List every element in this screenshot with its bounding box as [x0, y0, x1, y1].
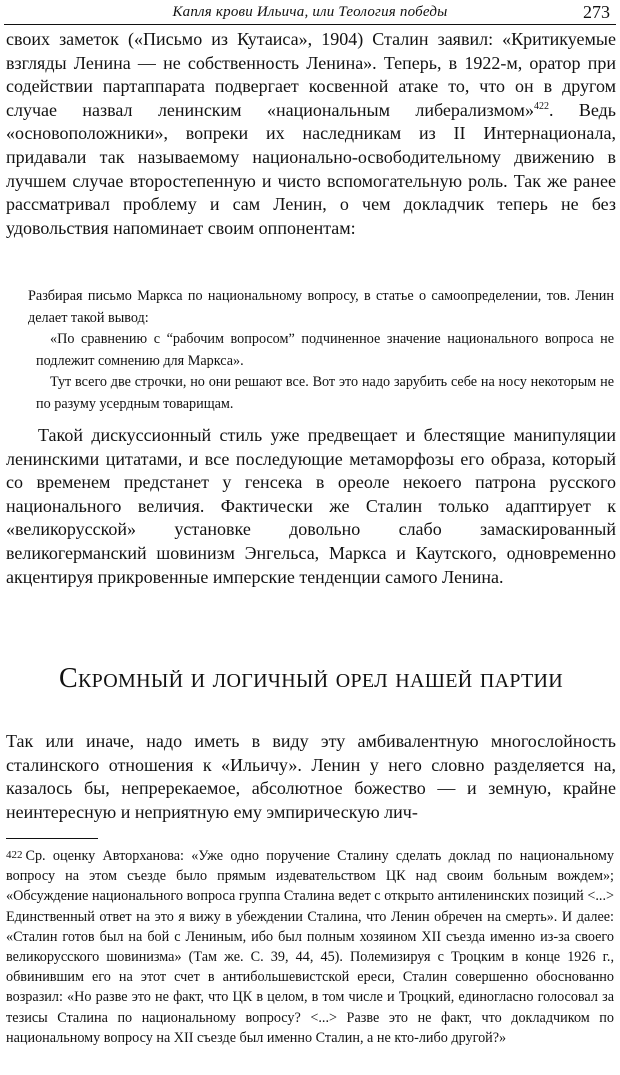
paragraph-1	[6, 28, 616, 240]
quote-line-2: «По сравнению с “рабочим вопросом” подчиненное значение национального вопроса не подлежит сомнению для Маркса».	[36, 331, 614, 369]
footnote-422	[6, 845, 614, 1048]
paragraph-3-text: Так или иначе, надо иметь в виду эту амбивалентную многослойность сталинского отношения к «Ильичу». Ленин у него словно разделяется на, казалось бы, непререкаемое, абсолютное божество — и земную, крайне неинтересную и неприятную ему эмпирическую лич-	[6, 731, 616, 822]
footnote-text: Ср. оценку Авторханова: «Уже одно поручение Сталину сделать доклад по национальному вопросу на этом съезде было прямым издевательством ЦК над своим больным вождем»; «Обсуждение национального вопроса группа Сталина ведет с открыто антиленинских позиций <...> Единственный ответ на это я вижу в убеждении Сталина, что Ленин обречен на смерть». И далее: «Сталин готов был на бой с Лениным, ибо был полным хозяином XII съезда именно из-за своего великорусского шовинизма» (Там же. С. 39, 44, 45). Полемизируя с Троцким в конце 1926 г., обвинившим его на этот счет в антибольшевистской ереси, Сталин совершенно обоснованно возразил: «Но разве это не факт, что ЦК в целом, в том числе и Троцкий, единогласно голосовал за тезисы Сталина по национальному вопросу? <...> Разве это не факт, что докладчиком по национальному вопросу на XII съезде был именно Сталин, а не кто-либо другой?»	[6, 848, 614, 1046]
paragraph-2	[6, 424, 616, 589]
quote-line-1: Разбирая письмо Маркса по национальному вопросу, в статье о самоопределении, тов. Ленин делает такой вывод:	[28, 288, 614, 326]
paragraph-1-text-b: . Ведь «основоположники», вопреки их наследникам из II Интернационала, придавали так называемому национально-освободительному движению в лучшем случае второстепенную и чисто вспомогательную роль. Так же ранее рассматривал проблему и сам Ленин, о чем докладчик теперь не без удовольствия напоминает своим оппонентам:	[6, 99, 616, 238]
paragraph-1-text-a: своих заметок («Письмо из Кутаиса», 1904) Сталин заявил: «Критикуемые взгляды Ленина — не собственность Ленина». Теперь, в 1922-м, оратор при содействии партаппарата подвергает косвенной атаке то, что он в другом случае назвал ленинским «национальным либерализмом»	[6, 29, 616, 120]
section-heading: Скромный и логичный орел нашей партии	[59, 663, 563, 694]
footnote-rule	[6, 838, 98, 839]
footnote-number: 422	[6, 849, 23, 861]
block-quote	[28, 286, 614, 415]
page-number: 273	[583, 2, 610, 22]
paragraph-2-text: Такой дискуссионный стиль уже предвещает и блестящие манипуляции ленинскими цитатами, и все последующие метаморфозы его образа, который со временем предстанет у генсека в ореоле некоего патрона русского национального величия. Фактически же Сталин только адаптирует к «великорусской» установке довольно слабо замаскированный великогерманский шовинизм Энгельса, Маркса и Каутского, одновременно акцентируя прикровенные имперские тенденции самого Ленина.	[6, 425, 616, 587]
running-title: Капля крови Ильича, или Теология победы	[172, 4, 448, 20]
header-rule	[4, 24, 616, 25]
footnote-ref-422[interactable]: 422	[533, 100, 549, 112]
running-header	[4, 0, 616, 26]
paragraph-3	[6, 730, 616, 824]
quote-line-3: Тут всего две строчки, но они решают все. Вот это надо зарубить себе на носу некоторым не по разуму усердным товарищам.	[36, 374, 614, 412]
